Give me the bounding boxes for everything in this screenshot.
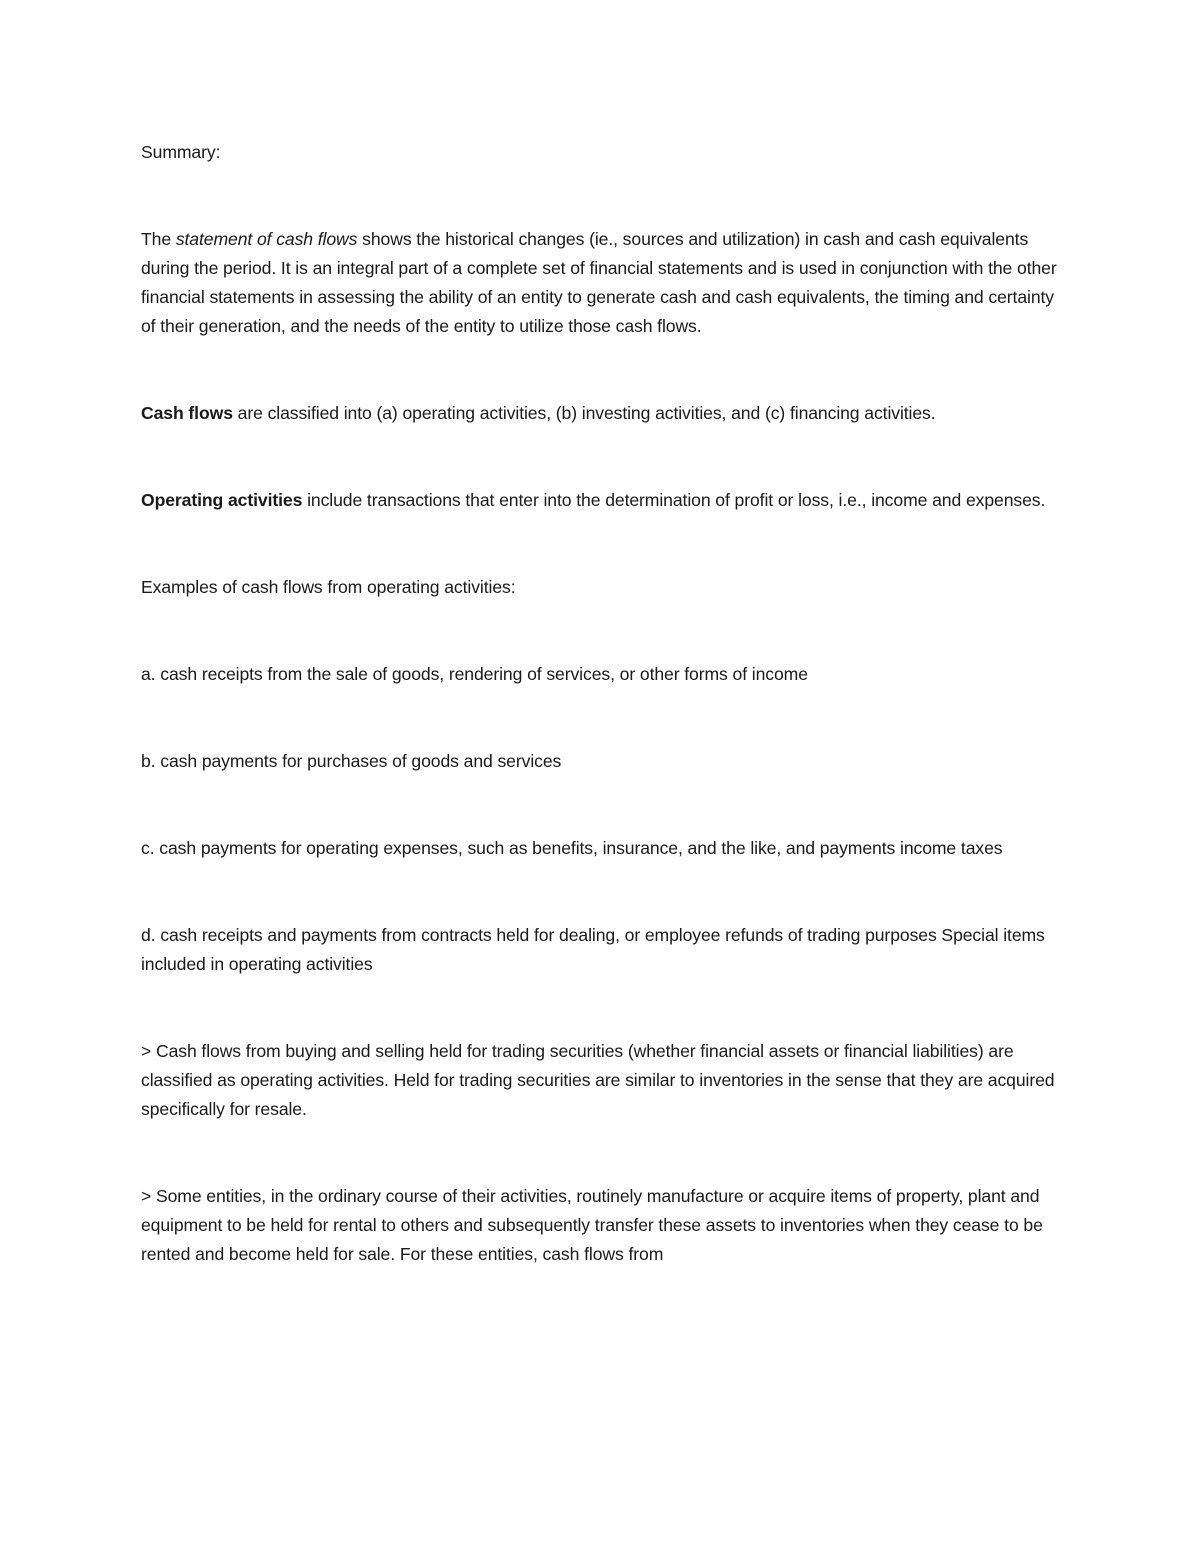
classification-term: Cash flows: [141, 403, 233, 423]
intro-term: statement of cash flows: [175, 229, 358, 249]
operating-term: Operating activities: [141, 490, 303, 510]
examples-heading: Examples of cash flows from operating activities:: [141, 577, 516, 597]
classification-text: are classified into (a) operating activities, (b) investing activities, and (c) financing activities.: [232, 403, 936, 423]
intro-lead: The: [141, 229, 176, 249]
document-page: [141, 138, 1071, 1269]
summary-heading: Summary:: [141, 142, 221, 162]
operating-text: include transactions that enter into the determination of profit or loss, i.e., income and expenses.: [302, 490, 1046, 510]
example-item-c: c. cash payments for operating expenses, such as benefits, insurance, and the like, and payments income taxes: [141, 838, 1003, 858]
example-item-d: d. cash receipts and payments from contracts held for dealing, or employee refunds of trading purposes Special items included in operating activities: [141, 925, 1045, 974]
intro-text: shows the historical changes (ie., sources and utilization) in cash and cash equivalents during the period. It is an integral part of a complete set of financial statements and is used in conjunction with the other financial statements in assessing the ability of an entity to generate cash and cash equivalents, the timing and certainty of their generation, and the needs of the entity to utilize those cash flows.: [141, 229, 1057, 336]
special-item-rental-assets: > Some entities, in the ordinary course of their activities, routinely manufacture or acquire items of property, plant and equipment to be held for rental to others and subsequently transfer these assets to inventories when they cease to be rented and become held for sale. For these entities, cash flows from: [141, 1186, 1043, 1264]
classification-paragraph: [141, 399, 1071, 428]
example-item-b: b. cash payments for purchases of goods and services: [141, 751, 562, 771]
example-item-a: a. cash receipts from the sale of goods, rendering of services, or other forms of income: [141, 664, 808, 684]
operating-paragraph: [141, 486, 1071, 515]
special-item-trading-securities: > Cash flows from buying and selling held for trading securities (whether financial assets or financial liabilities) are classified as operating activities. Held for trading securities are similar to inventories in the sense that they are acquired specifically for resale.: [141, 1041, 1055, 1119]
intro-paragraph: [141, 225, 1071, 341]
